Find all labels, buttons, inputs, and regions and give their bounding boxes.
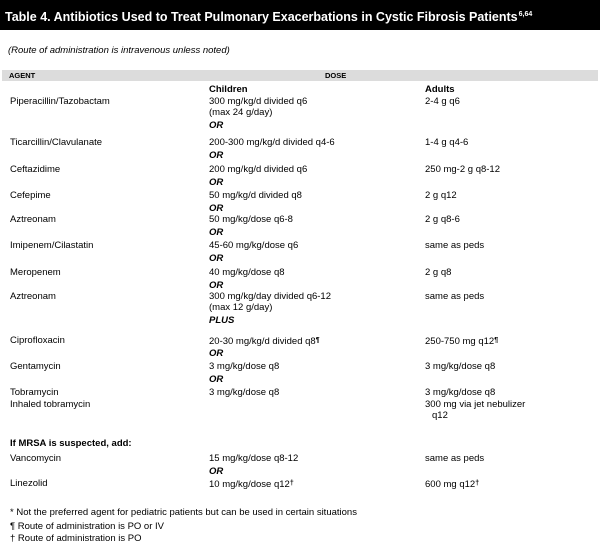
agent-cell: Inhaled tobramycin <box>10 399 91 410</box>
route-note: (Route of administration is intravenous unless noted) <box>8 45 230 56</box>
adults-dose-cell: 2-4 g q6 <box>425 96 460 107</box>
agent-cell: Meropenem <box>10 267 61 278</box>
title-reference: 6,64 <box>518 11 533 18</box>
connector-label: OR <box>209 374 224 385</box>
adults-dose-cell: 1-4 g q4-6 <box>425 137 469 148</box>
connector-label: OR <box>209 227 224 238</box>
agent-cell: Aztreonam <box>10 214 56 225</box>
connector-label: OR <box>209 348 224 359</box>
mrsa-label: If MRSA is suspected, add: <box>10 438 132 449</box>
footnote-mark: ¶ <box>315 337 320 344</box>
connector-label: OR <box>209 203 224 214</box>
agent-cell: Linezolid <box>10 478 48 489</box>
agent-cell: Aztreonam <box>10 291 56 302</box>
footnote-mark: † <box>475 480 480 487</box>
adults-dose-cell: 250 mg-2 g q8-12 <box>425 164 500 175</box>
children-dose-cell: 45-60 mg/kg/dose q6 <box>209 240 299 251</box>
agent-cell: Ciprofloxacin <box>10 335 65 346</box>
connector-label: OR <box>209 253 224 264</box>
table-title-bar <box>0 0 600 30</box>
adults-header: Adults <box>425 84 455 95</box>
agent-cell: Piperacillin/Tazobactam <box>10 96 110 107</box>
children-dose-cell: 50 mg/kg/d divided q8 <box>209 190 302 201</box>
adults-dose-cell: 2 g q12 <box>425 190 457 201</box>
adults-dose-cell: same as peds <box>425 291 485 302</box>
dose-header: DOSE <box>325 71 347 80</box>
connector-label: OR <box>209 120 224 131</box>
connector-label: PLUS <box>209 315 235 326</box>
children-dose-cell: 3 mg/kg/dose q8 <box>209 361 280 372</box>
agent-cell: Gentamycin <box>10 361 61 372</box>
agent-header: AGENT <box>9 71 36 80</box>
agent-cell: Vancomycin <box>10 453 62 464</box>
children-dose-cell: 300 mg/kg/day divided q6-12 (max 12 g/day) <box>209 291 331 313</box>
adults-dose-cell: 600 mg q12† <box>425 479 480 490</box>
adults-dose-cell: 300 mg via jet nebulizer q12 <box>425 399 526 421</box>
children-dose-cell: 200-300 mg/kg/d divided q4-6 <box>209 137 335 148</box>
footnote: † Route of administration is PO <box>10 533 142 544</box>
column-header-bar <box>2 70 598 81</box>
agent-cell: Ticarcillin/Clavulanate <box>10 137 103 148</box>
connector-label: OR <box>209 177 224 188</box>
adults-dose-cell: same as peds <box>425 240 485 251</box>
table-title: Table 4. Antibiotics Used to Treat Pulmonary Exacerbations in Cystic Fibrosis Patients <box>5 10 518 24</box>
adults-dose-cell: 2 g q8-6 <box>425 214 460 225</box>
connector-label: OR <box>209 280 224 291</box>
children-header: Children <box>209 84 248 95</box>
agent-cell: Tobramycin <box>10 387 59 398</box>
children-dose-cell: 10 mg/kg/dose q12† <box>209 479 294 490</box>
footnote: ¶ Route of administration is PO or IV <box>10 521 164 532</box>
adults-dose-cell: 2 g q8 <box>425 267 452 278</box>
agent-cell: Ceftazidime <box>10 164 61 175</box>
connector-label: OR <box>209 466 224 477</box>
children-dose-cell: 200 mg/kg/d divided q6 <box>209 164 308 175</box>
connector-label: OR <box>209 150 224 161</box>
adults-dose-cell: 250-750 mg q12¶ <box>425 336 499 347</box>
adults-dose-cell: 3 mg/kg/dose q8 <box>425 361 496 372</box>
children-dose-cell: 15 mg/kg/dose q8-12 <box>209 453 299 464</box>
agent-cell: Imipenem/Cilastatin <box>10 240 94 251</box>
children-dose-cell: 300 mg/kg/d divided q6 (max 24 g/day) <box>209 96 308 118</box>
footnote-mark: † <box>289 480 294 487</box>
footnote: * Not the preferred agent for pediatric patients but can be used in certain situations <box>10 507 357 518</box>
children-dose-cell: 20-30 mg/kg/d divided q8¶ <box>209 336 320 347</box>
adults-dose-cell: 3 mg/kg/dose q8 <box>425 387 496 398</box>
agent-cell: Cefepime <box>10 190 51 201</box>
adults-dose-cell: same as peds <box>425 453 485 464</box>
footnote-mark: ¶ <box>494 337 499 344</box>
children-dose-cell: 3 mg/kg/dose q8 <box>209 387 280 398</box>
children-dose-cell: 40 mg/kg/dose q8 <box>209 267 285 278</box>
children-dose-cell: 50 mg/kg/dose q6-8 <box>209 214 293 225</box>
